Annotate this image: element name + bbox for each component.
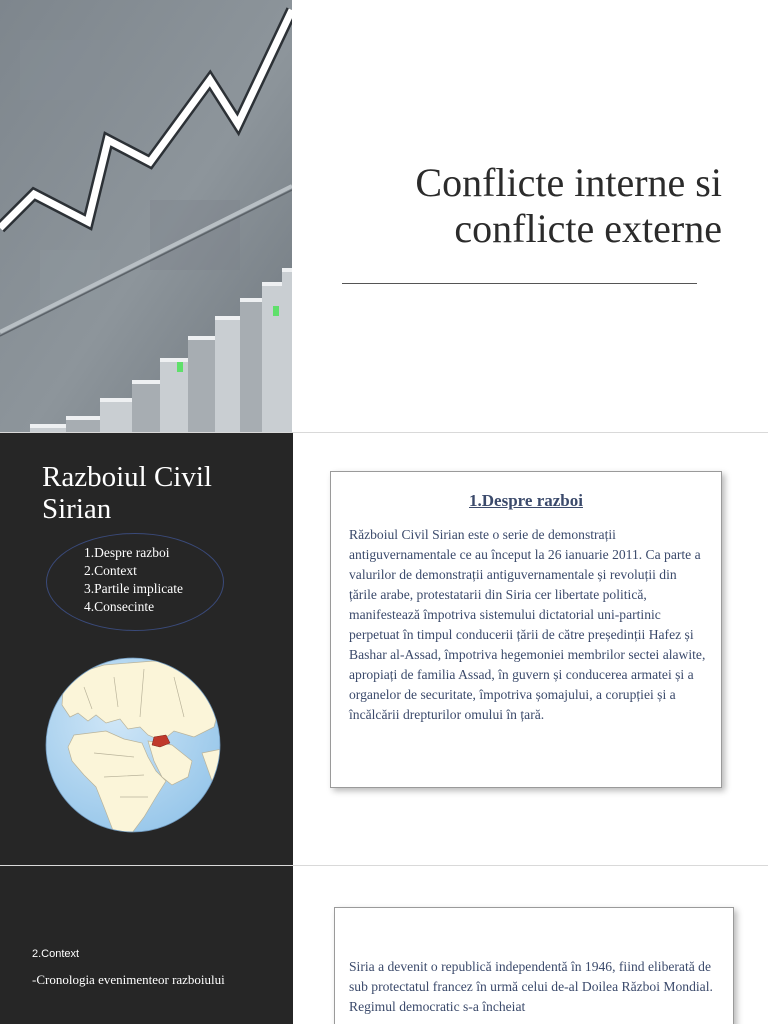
toc-item: 4.Consecinte (84, 599, 155, 614)
title-slide (0, 0, 768, 432)
about-war-card (330, 471, 722, 788)
war-overview-slide (0, 433, 768, 865)
toc-item: 3.Partile implicate (84, 581, 183, 596)
context-card (334, 907, 734, 1024)
section-subtitle: -Cronologia evenimenteor razboiului (32, 972, 225, 987)
section-label: 2.Context (32, 948, 80, 960)
title-line-2: conflicte externe (454, 206, 722, 251)
toc-item: 2.Context (84, 563, 137, 578)
side-panel (0, 866, 293, 1024)
toc-item: 1.Despre razboi (84, 545, 170, 560)
slide-title: Razboiul Civil Sirian (42, 461, 212, 525)
presentation-title (300, 160, 722, 252)
card-title: 1.Despre razboi (469, 491, 583, 510)
title-underline (342, 283, 697, 284)
context-slide (0, 866, 768, 1024)
stairs-growth-image (0, 0, 292, 432)
card-body-text: Războiul Civil Sirian este o serie de demonstrații antiguvernamentale ce au început la 26 ianuarie 2011. Ca parte a valurilor de demonstrații antiguvernamentale și revoluții din țările arabe, protestatarii din Siria cer libertate politică, manifestează împotriva sistemului dictatorial uni-partinic perpetuat în timpul conducerii țării de către președinții Hafez și Bashar al-Assad, împotriva hegemoniei membrilor sectei alawite, apropiați de familia Assad, în guvern și conducerea armatei și a organelor de securitate, împotriva șomajului, a corupției și a încălcării drepturilor omului în țară. (349, 527, 706, 722)
card-body-text: Siria a devenit o republică independentă în 1946, fiind eliberată de sub protectatul francez în urmă celui de-al Doilea Război Mondial. Regimul democratic s-a încheiat (349, 959, 713, 1014)
side-panel (0, 433, 293, 865)
title-line-1: Conflicte interne si (415, 160, 722, 205)
table-of-contents (84, 544, 183, 616)
globe-map-syria (44, 657, 222, 833)
